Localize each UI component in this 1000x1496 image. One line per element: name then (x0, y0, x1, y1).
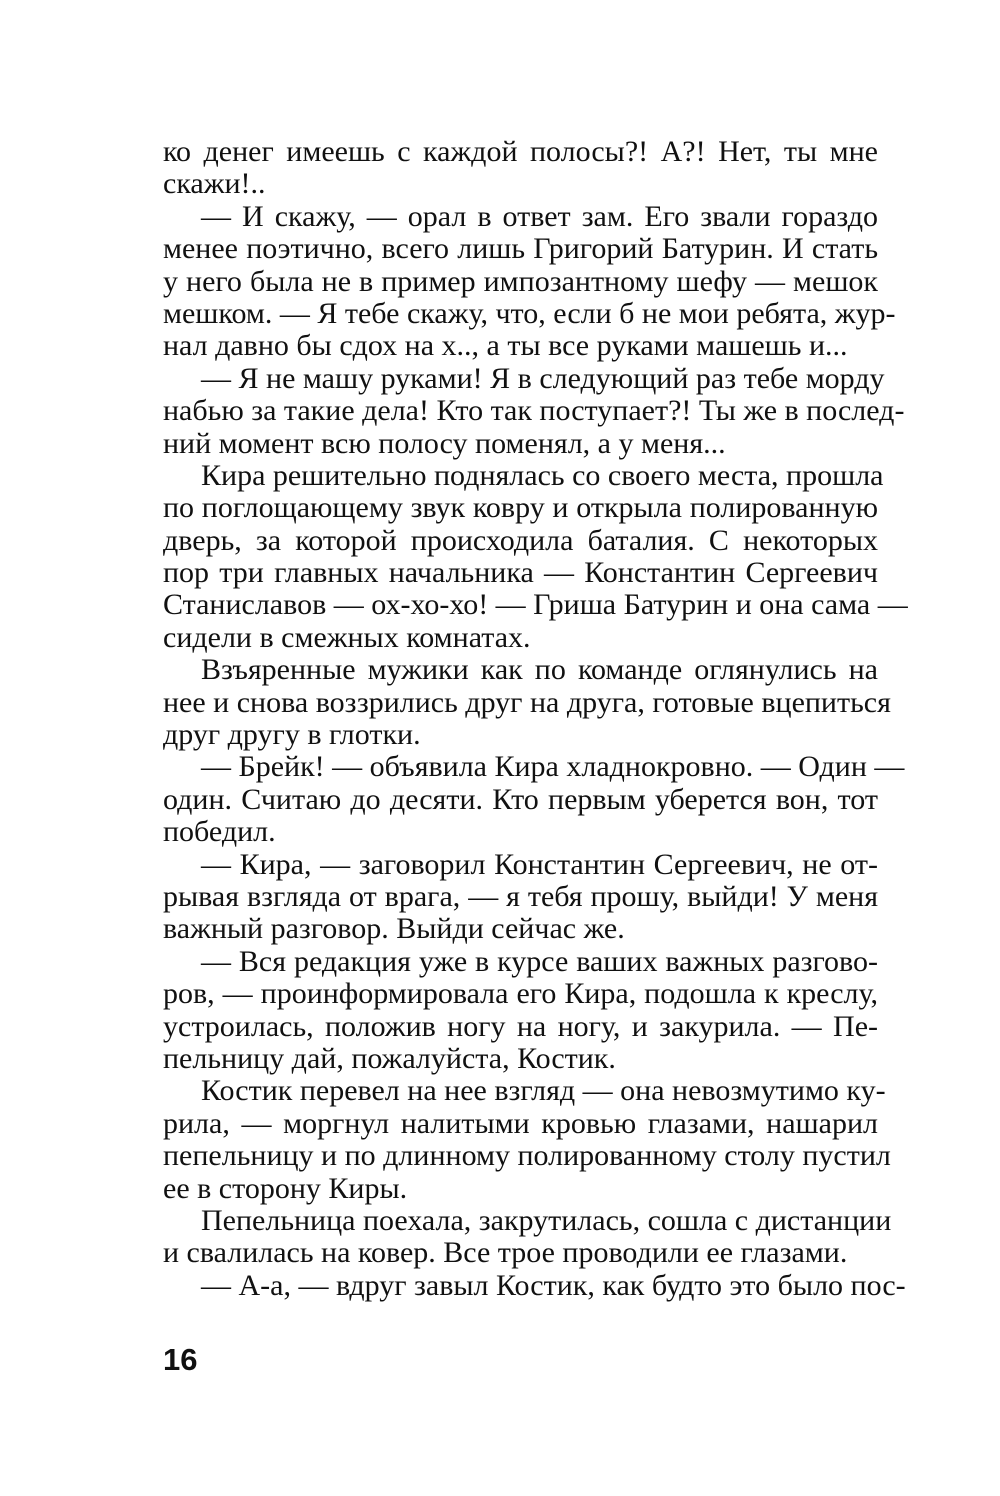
text-line: устроилась, положив ногу на ногу, и закурила. — Пе- (163, 1009, 878, 1043)
text-line: ее в сторону Киры. (163, 1171, 408, 1205)
text-line: дверь, за которой происходила баталия. С некоторых (163, 523, 878, 557)
text-line: ний момент всю полосу поменял, а у меня... (163, 426, 726, 460)
text-line: Пепельница поехала, закрутилась, сошла с дистанции (201, 1203, 892, 1237)
text-line: Кира решительно поднялась со своего места, прошла (201, 458, 884, 492)
text-line: сидели в смежных комнатах. (163, 620, 531, 654)
text-line: — Я не машу руками! Я в следующий раз тебе морду (201, 361, 885, 395)
text-line: друг другу в глотки. (163, 718, 421, 752)
text-line: Костик перевел на нее взгляд — она невозмутимо ку- (201, 1074, 886, 1108)
text-line: Станиславов — ох-хо-хо! — Гриша Батурин и она сама — (163, 588, 908, 622)
text-line: нее и снова воззрились друг на друга, готовые вцепиться (163, 685, 891, 719)
text-line: Взъяренные мужики как по команде оглянулись на (201, 653, 878, 687)
text-line: победил. (163, 815, 276, 849)
text-line: — Кира, — заговорил Константин Сергеевич, не от- (201, 847, 878, 881)
text-line: рила, — моргнул налитыми кровью глазами, нашарил (163, 1106, 878, 1140)
text-line: важный разговор. Выйди сейчас же. (163, 912, 625, 946)
text-line: скажи!.. (163, 167, 266, 201)
text-line: мешком. — Я тебе скажу, что, если б не мои ребята, жур- (163, 296, 896, 330)
text-line: один. Считаю до десяти. Кто первым уберется вон, тот (163, 782, 878, 816)
text-line: по поглощающему звук ковру и открыла полированную (163, 491, 878, 525)
text-line: и свалилась на ковер. Все трое проводили ее глазами. (163, 1236, 848, 1270)
page-number: 16 (163, 1342, 198, 1377)
text-line: ко денег имеешь с каждой полосы?! А?! Нет, ты мне (163, 135, 878, 168)
text-line: рывая взгляда от врага, — я тебя прошу, выйди! У меня (163, 879, 878, 913)
text-line: — А-а, — вдруг завыл Костик, как будто это было пос- (201, 1268, 906, 1302)
text-line: у него была не в пример импозантному шефу — мешок (163, 264, 878, 298)
text-line: — И скажу, — орал в ответ зам. Его звали гораздо (201, 199, 878, 233)
text-line: нал давно бы сдох на х.., а ты все руками машешь и... (163, 329, 848, 363)
text-line: набью за такие дела! Кто так поступает?! Ты же в послед- (163, 394, 905, 428)
text-line: — Брейк! — объявила Кира хладнокровно. — Один — (201, 750, 905, 784)
text-line: пепельницу и по длинному полированному столу пустил (163, 1139, 891, 1173)
text-line: пельницу дай, пожалуйста, Костик. (163, 1041, 616, 1075)
text-line: пор три главных начальника — Константин Сергеевич (163, 556, 878, 590)
text-line: ров, — проинформировала его Кира, подошла к креслу, (163, 977, 878, 1011)
text-line: — Вся редакция уже в курсе ваших важных разгово- (201, 944, 878, 978)
text-line: менее поэтично, всего лишь Григорий Батурин. И стать (163, 232, 878, 266)
body-text (163, 135, 908, 1302)
